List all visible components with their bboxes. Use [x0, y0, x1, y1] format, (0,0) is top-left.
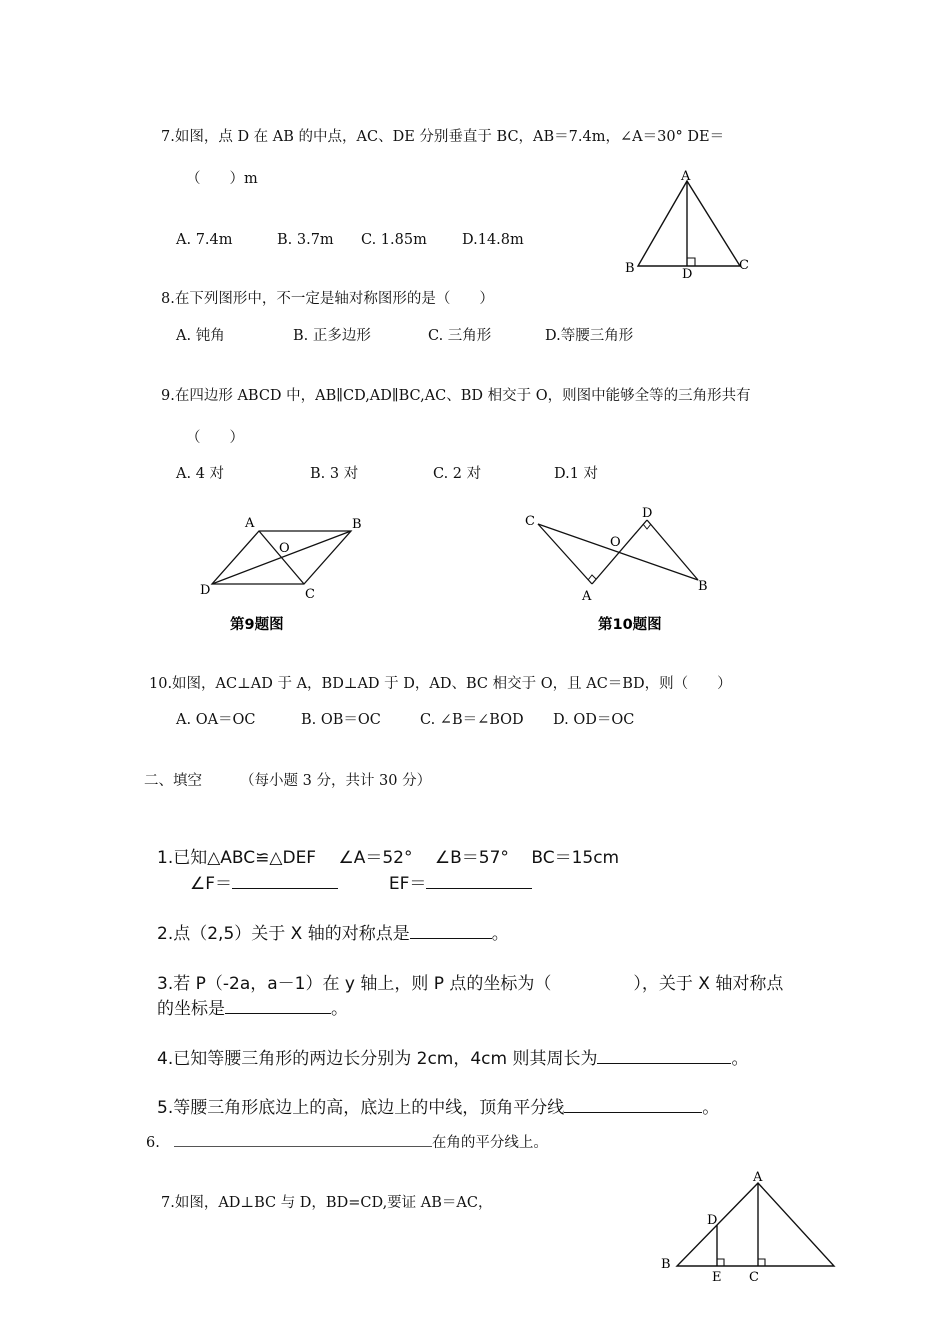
q9-label-d: D	[200, 583, 211, 598]
fill1-angle-f-blank	[232, 873, 338, 889]
q9-option-d: D.1 对	[554, 466, 599, 482]
q10-right-angle-a	[588, 575, 596, 580]
fill1-line2	[190, 873, 532, 895]
q9-caption: 第9题图	[230, 617, 284, 633]
fill7-label-c: C	[749, 1270, 759, 1285]
fill7-triangle	[677, 1183, 834, 1266]
q9-option-c: C. 2 对	[433, 466, 482, 482]
fill7-stem: 7.如图，AD⊥BC 与 D，BD=CD,要证 AB＝AC，	[161, 1195, 493, 1211]
q9-label-c: C	[305, 587, 315, 602]
q9-label-b: B	[352, 517, 362, 532]
fill6-number: 6.	[146, 1135, 160, 1151]
q10-label-b: B	[698, 579, 708, 594]
q9-answer-blank: （ ）	[186, 430, 244, 446]
q7-option-b: B. 3.7m	[277, 232, 334, 248]
q9-diagonal-bd	[212, 531, 351, 584]
fill5-end: 。	[702, 1098, 720, 1118]
q7-stem: 7.如图，点 D 在 AB 的中点，AC、DE 分别垂直于 BC，AB＝7.4m，∠A＝30° DE＝	[161, 129, 725, 145]
q8-option-a: A. 钝角	[176, 328, 225, 344]
q7-option-d: D.14.8m	[462, 232, 524, 248]
fill4-text: 4.已知等腰三角形的两边长分别为 2cm，4cm 则其周长为	[157, 1049, 598, 1069]
q8-stem: 8.在下列图形中，不一定是轴对称图形的是（ ）	[161, 291, 494, 307]
fill3-text-c: 的坐标是	[157, 999, 225, 1019]
q9-stem: 9.在四边形 ABCD 中，AB∥CD,AD∥BC,AC、BD 相交于 O，则图中能够全等的三角形共有	[161, 388, 751, 404]
fill7-label-a: A	[753, 1170, 763, 1185]
q10-figure	[515, 500, 725, 638]
fill3-line2	[157, 998, 348, 1020]
fill3-text-b: ），关于 X 轴对称点	[633, 974, 784, 994]
q10-label-a: A	[582, 589, 592, 604]
fill2-blank	[410, 923, 492, 939]
q9-figure	[195, 508, 375, 638]
q10-option-d: D. OD＝OC	[553, 712, 635, 728]
q8-option-b: B. 正多边形	[293, 328, 371, 344]
fill4-end: 。	[731, 1049, 749, 1069]
fill3-text-a: 3.若 P（-2a，a－1）在 y 轴上，则 P 点的坐标为（	[157, 974, 552, 994]
fill3-line1	[157, 973, 783, 995]
q7-answer-blank: （ ）m	[186, 171, 258, 187]
fill3-end: 。	[331, 999, 348, 1019]
q9-label-o: O	[279, 541, 290, 556]
q8-option-c: C. 三角形	[428, 328, 492, 344]
fill4-line	[157, 1048, 748, 1070]
fill1-ef-label: EF＝	[388, 874, 427, 894]
q7-label-a: A	[681, 169, 691, 184]
section2-note: （每小题 3 分，共计 30 分）	[240, 773, 432, 789]
q10-stem: 10.如图，AC⊥AD 于 A，BD⊥AD 于 D，AD、BC 相交于 O，且 AC＝BD，则（ ）	[149, 676, 732, 692]
q7-triangle	[638, 181, 740, 266]
fill4-blank	[597, 1048, 731, 1064]
q7-right-angle-mark	[687, 258, 695, 266]
fill1-line1: 1.已知△ABC≌△DEF ∠A＝52° ∠B＝57° BC＝15cm	[157, 848, 620, 868]
q7-option-c: C. 1.85m	[361, 232, 427, 248]
q10-right-angle-d	[643, 524, 651, 529]
q10-option-c: C. ∠B＝∠BOD	[420, 712, 524, 728]
q7-label-b: B	[625, 261, 635, 276]
q10-segment-ad	[592, 520, 647, 584]
q10-label-o: O	[610, 535, 621, 550]
q10-label-c: C	[525, 514, 535, 529]
fill1-angle-f-label: ∠F＝	[190, 874, 233, 894]
fill7-label-b: B	[661, 1257, 671, 1272]
fill7-figure	[655, 1165, 845, 1290]
fill6-end: 在角的平分线上。	[431, 1135, 548, 1151]
q10-label-d: D	[642, 506, 653, 521]
fill2-text: 2.点（2,5）关于 X 轴的对称点是	[157, 924, 410, 944]
fill7-right-angle-c	[758, 1259, 765, 1266]
fill3-blank	[225, 998, 331, 1014]
q7-label-c: C	[739, 258, 749, 273]
q9-label-a: A	[245, 516, 255, 531]
fill5-blank	[564, 1097, 702, 1113]
q10-caption: 第10题图	[598, 617, 662, 633]
q10-option-b: B. OB＝OC	[301, 712, 381, 728]
q9-option-a: A. 4 对	[176, 466, 225, 482]
fill5-line	[157, 1097, 719, 1119]
fill1-ef-blank	[426, 873, 532, 889]
fill5-text: 5.等腰三角形底边上的高，底边上的中线，顶角平分线	[157, 1098, 565, 1118]
fill7-label-d: D	[707, 1213, 718, 1228]
q10-option-a: A. OA＝OC	[176, 712, 256, 728]
fill6-blank	[174, 1131, 432, 1147]
q7-figure	[620, 165, 760, 285]
q7-label-d: D	[682, 267, 693, 282]
fill2-end: 。	[491, 924, 509, 944]
q7-option-a: A. 7.4m	[176, 232, 233, 248]
fill7-right-angle-e	[717, 1259, 724, 1266]
q8-option-d: D.等腰三角形	[545, 328, 634, 344]
q9-option-b: B. 3 对	[310, 466, 359, 482]
fill7-label-e: E	[712, 1270, 722, 1285]
fill2-line	[157, 923, 509, 945]
fill6-line	[146, 1131, 548, 1152]
section2-heading: 二、填空	[144, 773, 202, 789]
